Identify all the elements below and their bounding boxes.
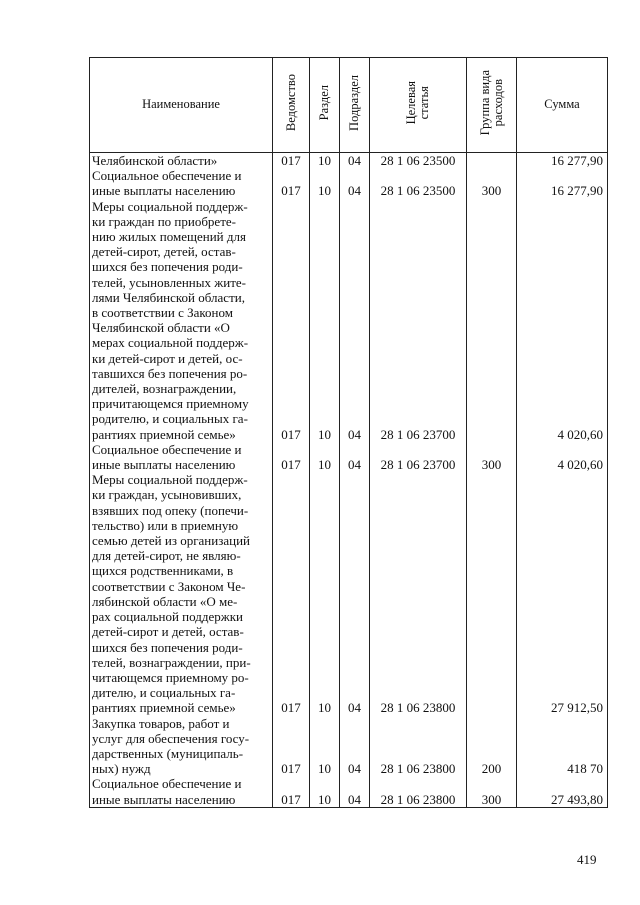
cell-section: 10	[310, 153, 340, 169]
cell-name-line: родителю, и социальных га-	[92, 411, 248, 427]
header-target-article-line1: Целевая	[404, 81, 418, 125]
table-body	[90, 153, 608, 808]
cell-expense-group: 200	[467, 716, 517, 777]
header-subsection	[340, 58, 370, 153]
cell-expense-group	[467, 153, 517, 169]
cell-department: 017	[273, 716, 310, 777]
cell-name-line: иные выплаты населению	[92, 183, 236, 199]
cell-name-line: детей-сирот, детей, остав-	[92, 244, 236, 260]
cell-name-line: лябинской области «О ме-	[92, 593, 238, 609]
cell-name-line: детей-сирот и детей, остав-	[92, 624, 244, 640]
header-subsection-label: Подраздел	[347, 74, 361, 131]
cell-name-line: причитающемся приемному	[92, 396, 249, 412]
cell-name-line: услуг для обеспечения госу-	[92, 730, 250, 746]
cell-department: 017	[273, 472, 310, 715]
header-target-article-label	[405, 81, 431, 124]
header-target-article-line2: статья	[417, 86, 431, 120]
cell-name-line: лями Челябинской области,	[92, 289, 245, 305]
cell-name-line: для детей-сирот, не являю-	[92, 548, 241, 564]
header-expense-group-line1: Группа вида	[477, 70, 492, 136]
cell-section: 10	[310, 472, 340, 715]
cell-subsection: 04	[340, 442, 370, 472]
cell-section: 10	[310, 716, 340, 777]
cell-name	[90, 199, 273, 442]
cell-section: 10	[310, 168, 340, 198]
cell-name-line: ки детей-сирот и детей, ос-	[92, 350, 243, 366]
cell-expense-group: 300	[467, 442, 517, 472]
cell-name	[90, 442, 273, 472]
cell-name-line: взявших под опеку (попечи-	[92, 502, 249, 518]
cell-target-article: 28 1 06 23500	[370, 153, 467, 169]
cell-department: 017	[273, 776, 310, 807]
cell-name-line: семью детей из организаций	[92, 533, 250, 549]
cell-name-line: телей, усыновленных жите-	[92, 274, 246, 290]
cell-expense-group	[467, 472, 517, 715]
cell-target-article: 28 1 06 23700	[370, 199, 467, 442]
table-row	[90, 153, 608, 169]
cell-name-line: читающемся приемному ро-	[92, 669, 249, 685]
cell-sum: 4 020,60	[517, 199, 608, 442]
header-section	[310, 58, 340, 153]
cell-name-line: Закупка товаров, работ и	[92, 715, 230, 731]
cell-name-line: иные выплаты населению	[92, 791, 236, 807]
cell-expense-group	[467, 199, 517, 442]
cell-sum: 418 70	[517, 716, 608, 777]
cell-name-line: нию жилых помещений для	[92, 229, 246, 245]
cell-name	[90, 153, 273, 169]
cell-name-line: Социальное обеспечение и	[92, 441, 242, 457]
cell-name-line: тавшихся без попечения ро-	[92, 365, 248, 381]
cell-name-line: Социальное обеспечение и	[92, 776, 242, 792]
cell-name	[90, 776, 273, 807]
cell-section: 10	[310, 199, 340, 442]
cell-name-line: иные выплаты населению	[92, 457, 236, 473]
cell-department: 017	[273, 442, 310, 472]
cell-name-line: Меры социальной поддерж-	[92, 472, 248, 488]
table-header-row	[90, 58, 608, 153]
header-expense-group	[467, 58, 517, 153]
cell-name-line: соответствии с Законом Че-	[92, 578, 246, 594]
cell-name-line: рах социальной поддержки	[92, 609, 244, 625]
cell-name-line: рантиях приемной семье»	[92, 700, 236, 716]
cell-subsection: 04	[340, 716, 370, 777]
table-row	[90, 168, 608, 198]
cell-name-line: дителей, вознаграждении,	[92, 381, 237, 397]
header-section-label: Раздел	[317, 85, 331, 121]
cell-name-line: мерах социальной поддерж-	[92, 335, 249, 351]
header-expense-group-label	[479, 70, 505, 135]
header-department-label: Ведомство	[283, 74, 298, 132]
cell-name-line: Челябинской области»	[92, 153, 218, 168]
header-department	[273, 58, 310, 153]
cell-department: 017	[273, 199, 310, 442]
cell-name-line: шихся без попечения роди-	[92, 639, 243, 655]
cell-name	[90, 168, 273, 198]
cell-target-article: 28 1 06 23800	[370, 716, 467, 777]
cell-subsection: 04	[340, 199, 370, 442]
header-expense-group-line2: расходов	[490, 79, 505, 127]
cell-section: 10	[310, 442, 340, 472]
cell-name-line: в соответствии с Законом	[92, 305, 233, 321]
cell-expense-group: 300	[467, 168, 517, 198]
cell-sum: 4 020,60	[517, 442, 608, 472]
cell-name-line: ки граждан по приобрете-	[92, 213, 236, 229]
header-target-article	[370, 58, 467, 153]
table-row	[90, 716, 608, 777]
cell-subsection: 04	[340, 153, 370, 169]
cell-name-line: ки граждан, усыновивших,	[92, 487, 242, 503]
cell-subsection: 04	[340, 472, 370, 715]
cell-name-line: рантиях приемной семье»	[92, 426, 236, 442]
cell-name-line: Челябинской области «О	[92, 320, 230, 336]
cell-name	[90, 472, 273, 715]
cell-target-article: 28 1 06 23700	[370, 442, 467, 472]
cell-sum: 16 277,90	[517, 153, 608, 169]
cell-name-line: телей, вознаграждении, при-	[92, 654, 251, 670]
cell-name-line: Социальное обеспечение и	[92, 168, 242, 184]
header-name	[90, 58, 273, 153]
table-row	[90, 472, 608, 715]
cell-section: 10	[310, 776, 340, 807]
page-number: 419	[577, 852, 597, 867]
cell-name-line: дарственных (муниципаль-	[92, 745, 244, 761]
budget-table	[89, 57, 608, 808]
cell-sum: 16 277,90	[517, 168, 608, 198]
cell-target-article: 28 1 06 23800	[370, 776, 467, 807]
cell-expense-group: 300	[467, 776, 517, 807]
table-row	[90, 776, 608, 807]
cell-department: 017	[273, 168, 310, 198]
cell-name	[90, 716, 273, 777]
table-row	[90, 199, 608, 442]
header-name-label: Наименование	[142, 97, 220, 112]
cell-target-article: 28 1 06 23800	[370, 472, 467, 715]
cell-name-line: шихся без попечения роди-	[92, 259, 243, 275]
header-sum-label: Сумма	[544, 97, 580, 112]
cell-department: 017	[273, 153, 310, 169]
cell-subsection: 04	[340, 168, 370, 198]
cell-name-line: Меры социальной поддерж-	[92, 198, 248, 214]
cell-sum: 27 493,80	[517, 776, 608, 807]
cell-subsection: 04	[340, 776, 370, 807]
header-sum	[517, 58, 608, 153]
cell-sum: 27 912,50	[517, 472, 608, 715]
cell-target-article: 28 1 06 23500	[370, 168, 467, 198]
table-row	[90, 442, 608, 472]
cell-name-line: дителю, и социальных га-	[92, 685, 236, 701]
cell-name-line: щихся родственниками, в	[92, 563, 234, 579]
cell-name-line: ных) нужд	[92, 761, 151, 777]
cell-name-line: тельство) или в приемную	[92, 517, 239, 533]
